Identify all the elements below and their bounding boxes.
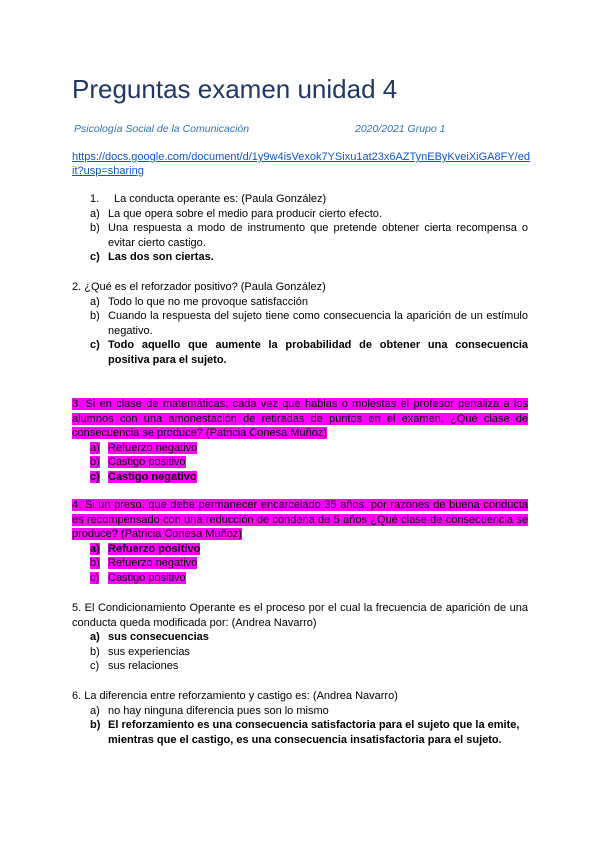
question-1 (72, 192, 528, 265)
option-5b (72, 645, 528, 660)
option-1b (72, 221, 528, 250)
option-2b (72, 309, 528, 338)
option-text: sus consecuencias (108, 631, 209, 643)
option-text: Castigo positivo (108, 456, 186, 468)
question-1-number: 1. (90, 193, 100, 205)
question-4-label: 4. Si un preso, que debe permanecer encarcelado 35 años, por razones de buena conducta es recompensado con una reducción de condena de 5 años ¿Qué clase de consecuencia se produce? (Patricia Conesa Muñoz) (72, 499, 528, 540)
option-text: Refuerzo negativo (108, 441, 198, 454)
option-6b (72, 718, 528, 747)
option-6a (72, 704, 528, 719)
question-5 (72, 601, 528, 674)
option-text: no hay ninguna diferencia pues son lo mismo (108, 704, 329, 717)
option-3b (72, 455, 528, 470)
page-title: Preguntas examen unidad 4 (72, 74, 398, 104)
option-text: Refuerzo negativo (108, 557, 198, 569)
question-1-label: La conducta operante es: (Paula González) (114, 193, 327, 205)
option-3c (72, 470, 528, 485)
question-3-text (72, 397, 528, 441)
question-2 (72, 280, 528, 367)
option-4b (72, 556, 528, 571)
question-2-text: 2. ¿Qué es el reforzador positivo? (Paula González) (72, 281, 326, 293)
option-1c (72, 250, 528, 265)
option-text: sus relaciones (108, 660, 179, 672)
option-letter: a) (90, 441, 100, 454)
option-text: Castigo positivo (108, 571, 186, 584)
option-2c (72, 338, 528, 367)
google-doc-link[interactable]: https://docs.google.com/document/d/1y9w4isVexok7YSixu1at23x6AZTynEByKveiXiGA8FY/edit?usp=sharing (72, 151, 530, 177)
option-letter: b) (90, 310, 100, 322)
option-text: sus experiencias (108, 645, 190, 658)
option-text: Todo aquello que aumente la probabilidad de obtener una consecuencia positiva para el sujeto. (108, 339, 528, 366)
question-1-text (72, 192, 528, 207)
option-letter: b) (90, 645, 100, 658)
option-letter: a) (90, 542, 100, 555)
question-4 (72, 498, 528, 585)
option-letter: b) (90, 222, 100, 234)
option-letter: b) (90, 719, 101, 731)
option-text: La que opera sobre el medio para producir cierto efecto. (108, 207, 382, 220)
question-5-text: 5. El Condicionamiento Operante es el proceso por el cual la frecuencia de aparición de una conducta queda modificada por: (Andrea Navarro) (72, 602, 528, 629)
question-3-label: 3. Si en clase de matemáticas, cada vez que hablas o molestas el profesor penaliza a los alumnos con una amonestación de retiradas de puntos en el examen. ¿Qué clase de consecuencia se produce? (Patricia Conesa Muñoz) (72, 398, 528, 439)
option-letter: c) (90, 251, 100, 263)
option-4c (72, 571, 528, 586)
option-letter: c) (90, 571, 100, 584)
option-4a (72, 542, 528, 557)
option-letter: b) (90, 456, 100, 468)
option-text: Todo lo que no me provoque satisfacción (108, 295, 308, 308)
option-1a (72, 207, 528, 222)
question-3 (72, 397, 528, 484)
option-letter: c) (90, 470, 100, 483)
option-text: Castigo negativo (108, 470, 197, 483)
option-5c (72, 659, 528, 674)
option-letter: c) (90, 660, 100, 672)
option-letter: c) (90, 339, 100, 351)
option-3a (72, 441, 528, 456)
course-name: Psicología Social de la Comunicación (74, 123, 250, 135)
option-letter: a) (90, 704, 100, 717)
option-text: Cuando la respuesta del sujeto tiene como consecuencia la aparición de un estímulo negativo. (108, 310, 528, 337)
option-text: Refuerzo positivo (108, 542, 201, 555)
question-6 (72, 689, 528, 747)
option-letter: b) (90, 557, 100, 569)
option-text: Las dos son ciertas. (108, 251, 214, 263)
year-group: 2020/2021 Grupo 1 (355, 123, 446, 135)
option-5a (72, 630, 528, 645)
option-letter: a) (90, 631, 100, 643)
option-2a (72, 295, 528, 310)
question-4-text (72, 498, 528, 542)
option-letter: a) (90, 295, 100, 308)
option-letter: a) (90, 207, 100, 220)
option-text: El reforzamiento es una consecuencia satisfactoria para el sujeto que la emite, mientras que el castigo, es una consecuencia insatisfactoria para el sujeto. (108, 719, 520, 746)
question-6-text: 6. La diferencia entre reforzamiento y castigo es: (Andrea Navarro) (72, 690, 398, 702)
option-text: Una respuesta a modo de instrumento que pretende obtener cierta recompensa o evitar cierto castigo. (108, 222, 528, 249)
